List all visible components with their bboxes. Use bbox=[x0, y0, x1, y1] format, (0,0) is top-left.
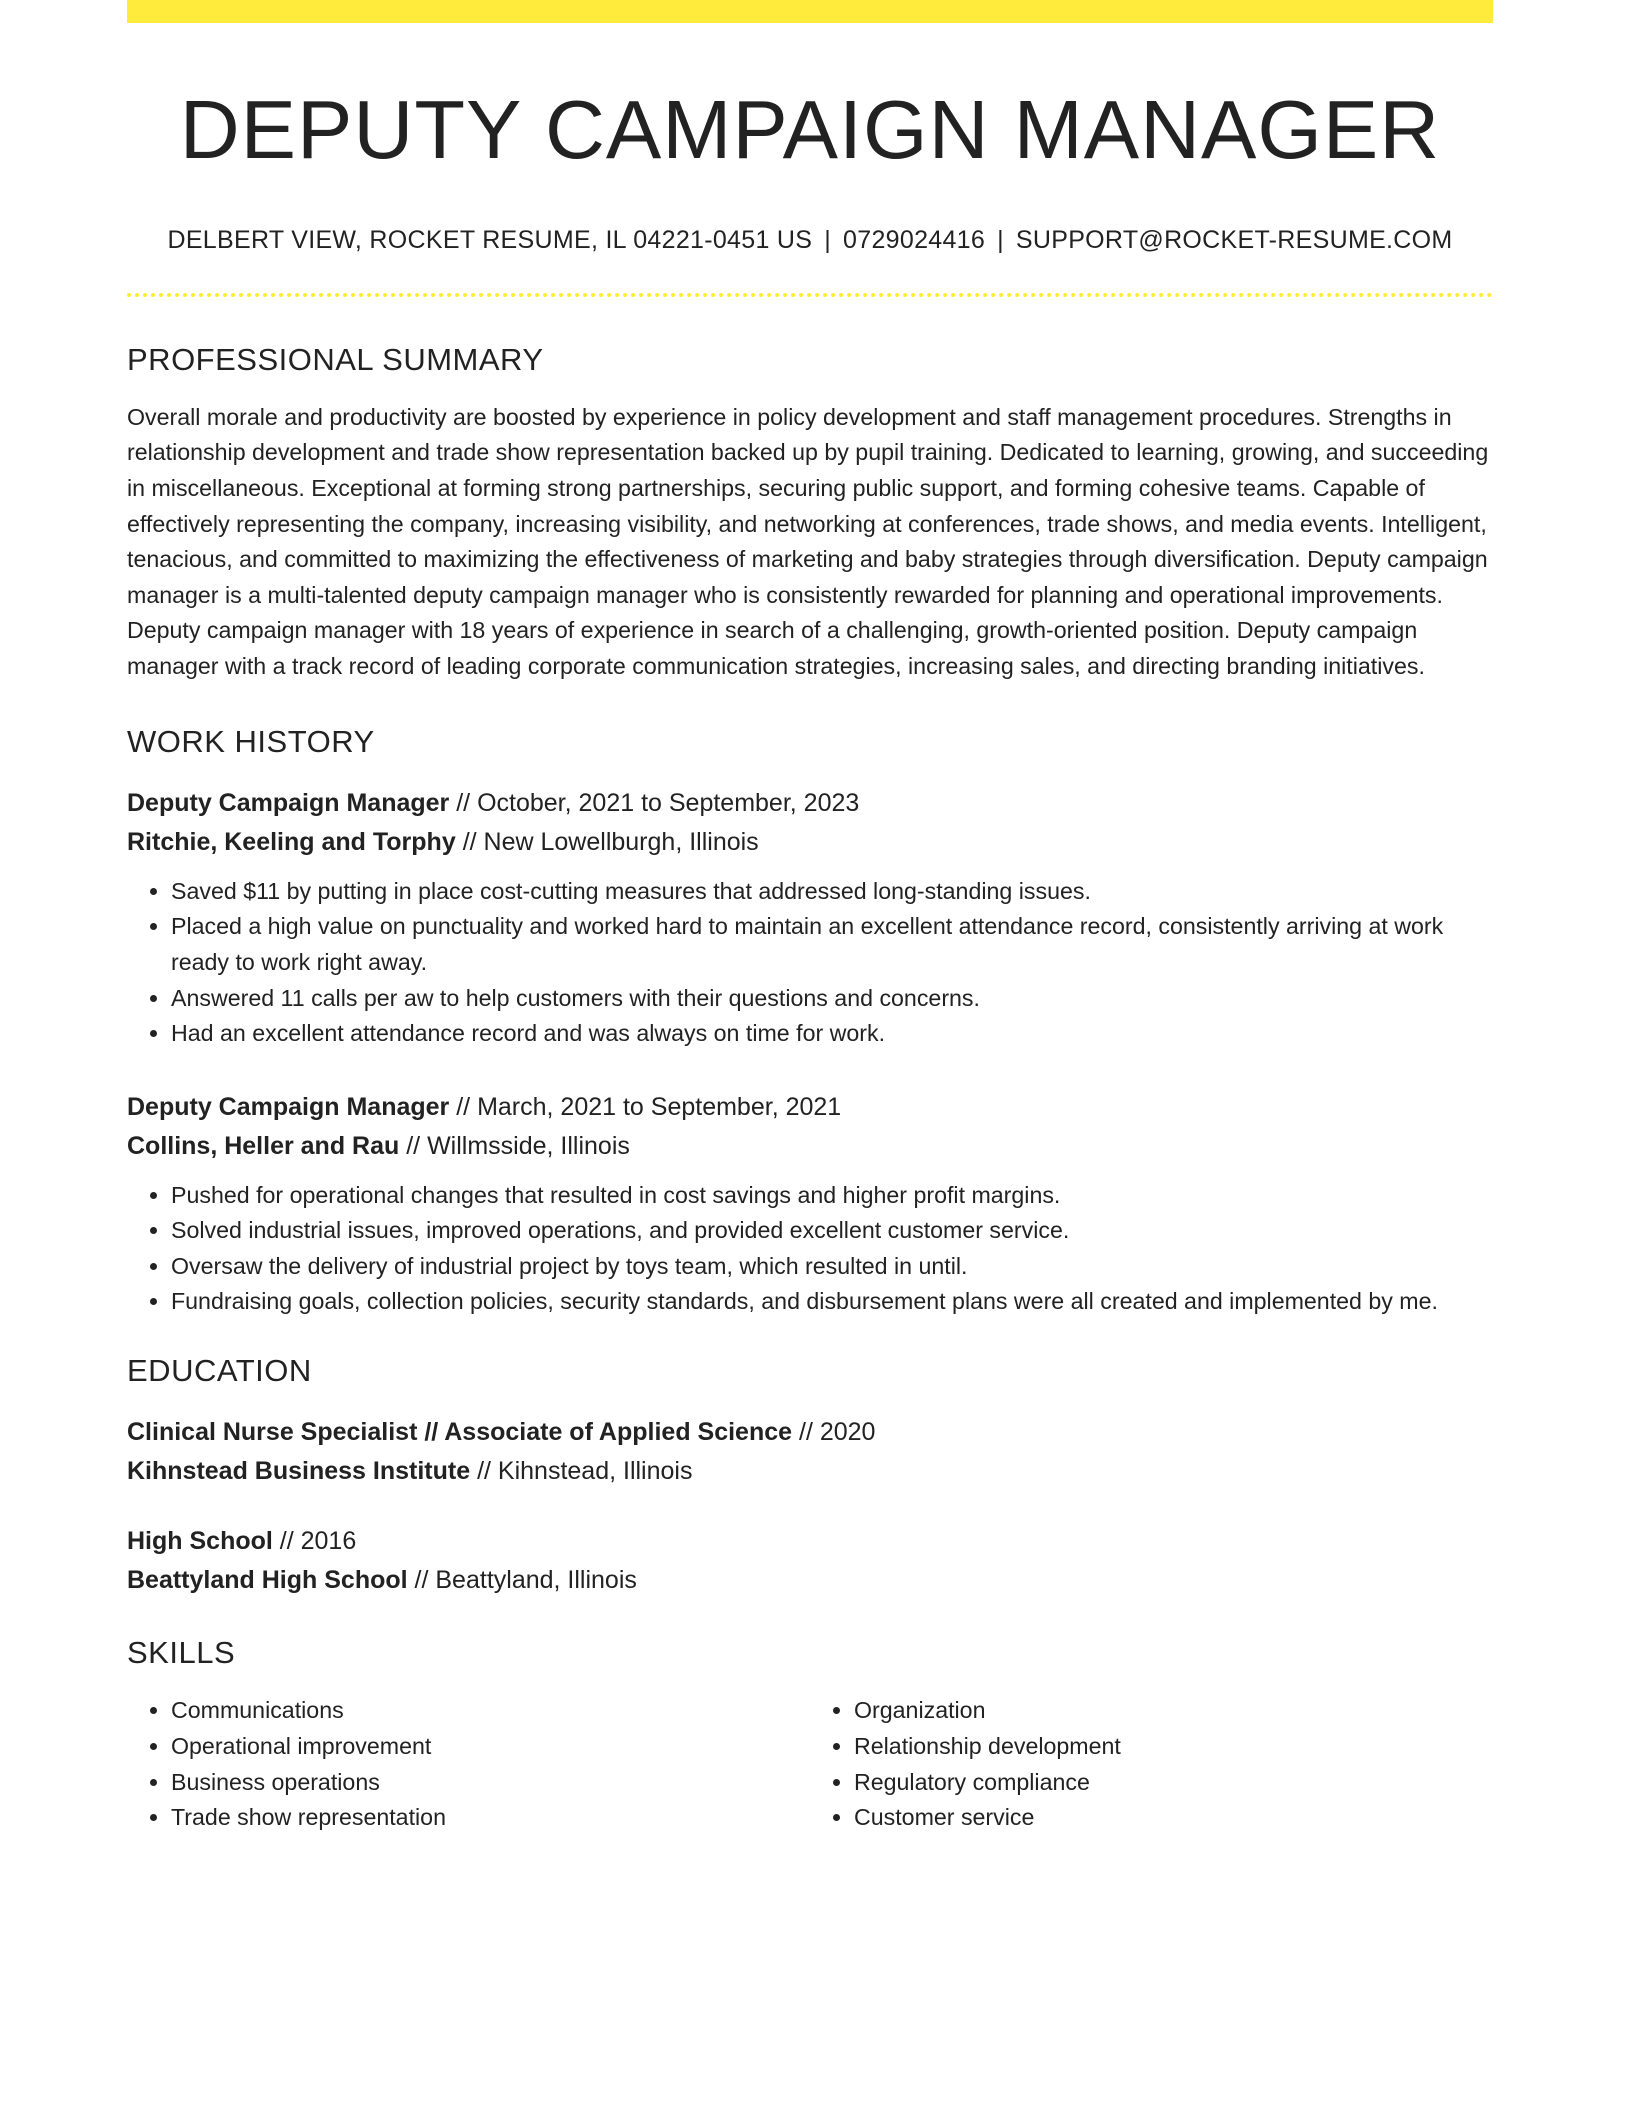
contact-phone: 0729024416 bbox=[843, 225, 986, 254]
edu-year: // 2016 bbox=[279, 1527, 357, 1556]
edu-school-line bbox=[127, 1561, 1493, 1600]
list-item: • Fundraising goals, collection policies, security standards, and disbursement plans were all created and implemented by me. bbox=[171, 1284, 1493, 1320]
job-role: Deputy Campaign Manager bbox=[127, 1092, 450, 1121]
section-title: EDUCATION bbox=[127, 1353, 312, 1389]
list-item: • Answered 11 calls per aw to help customers with their questions and concerns. bbox=[171, 981, 1493, 1017]
education-entry bbox=[127, 1413, 1493, 1491]
edu-location: // Beattyland, Illinois bbox=[414, 1566, 637, 1595]
job-role: Deputy Campaign Manager bbox=[127, 788, 450, 817]
list-item: • Had an excellent attendance record and was always on time for work. bbox=[171, 1016, 1493, 1052]
job-location: // New Lowellburgh, Illinois bbox=[462, 827, 759, 856]
job-bullets bbox=[127, 1178, 1493, 1320]
accent-bar bbox=[127, 0, 1493, 23]
job-company-line bbox=[127, 823, 1493, 862]
skill-item: • Customer service bbox=[854, 1800, 1493, 1836]
contact-email: SUPPORT@ROCKET-RESUME.COM bbox=[1015, 225, 1453, 254]
header-divider bbox=[127, 293, 1493, 297]
skill-item: • Business operations bbox=[171, 1765, 810, 1801]
edu-school-line bbox=[127, 1452, 1493, 1491]
edu-school: Kihnstead Business Institute bbox=[127, 1457, 471, 1486]
summary-text: Overall morale and productivity are boosted by experience in policy development and staff management procedures. Strengths in relationship development and trade show representation backed up by pupil training. Dedicated to learning, growing, and succeeding in miscellaneous. Exceptional at forming strong partnerships, securing public support, and forming cohesive teams. Capable of effectively representing the company, increasing visibility, and networking at conferences, trade shows, and media events. Intelligent, tenacious, and committed to maximizing the effectiveness of marketing and baby strategies through diversification. Deputy campaign manager is a multi-talented deputy campaign manager who is consistently rewarded for planning and operational improvements. Deputy campaign manager with 18 years of experience in search of a challenging, growth-oriented position. Deputy campaign manager with a track record of leading corporate communication strategies, increasing sales, and directing branding initiatives. bbox=[127, 403, 1489, 679]
skills-left-column bbox=[127, 1693, 810, 1835]
skill-item: • Regulatory compliance bbox=[854, 1765, 1493, 1801]
edu-degree: Clinical Nurse Specialist // Associate of Applied Science bbox=[127, 1418, 793, 1447]
job-entry bbox=[127, 784, 1493, 1052]
job-role-line bbox=[127, 1088, 1493, 1127]
education-section bbox=[127, 1352, 1493, 1600]
edu-degree-line bbox=[127, 1522, 1493, 1561]
section-title: PROFESSIONAL SUMMARY bbox=[127, 341, 544, 377]
skill-item: • Operational improvement bbox=[171, 1729, 810, 1765]
job-company: Ritchie, Keeling and Torphy bbox=[127, 827, 456, 856]
job-location: // Willmsside, Illinois bbox=[406, 1131, 630, 1160]
skills-right-column bbox=[810, 1693, 1493, 1835]
job-dates: // October, 2021 to September, 2023 bbox=[456, 788, 860, 817]
professional-summary-section bbox=[127, 341, 1493, 685]
edu-year: // 2020 bbox=[799, 1418, 876, 1447]
skill-item: • Trade show representation bbox=[171, 1800, 810, 1836]
skills-columns bbox=[127, 1693, 1493, 1835]
list-item: • Oversaw the delivery of industrial project by toys team, which resulted in until. bbox=[171, 1249, 1493, 1285]
edu-degree-line bbox=[127, 1413, 1493, 1452]
resume-page bbox=[127, 0, 1493, 1836]
skill-item: • Relationship development bbox=[854, 1729, 1493, 1765]
skill-item: • Communications bbox=[171, 1693, 810, 1729]
contact-separator: | bbox=[997, 225, 1004, 254]
contact-address: DELBERT VIEW, ROCKET RESUME, IL 04221-0451 US bbox=[167, 225, 813, 254]
job-bullets bbox=[127, 874, 1493, 1052]
edu-degree: High School bbox=[127, 1527, 273, 1556]
section-title: SKILLS bbox=[127, 1635, 236, 1671]
job-entry bbox=[127, 1088, 1493, 1320]
job-dates: // March, 2021 to September, 2021 bbox=[456, 1092, 842, 1121]
education-entry bbox=[127, 1522, 1493, 1600]
skills-section bbox=[127, 1634, 1493, 1836]
work-history-section bbox=[127, 723, 1493, 1321]
edu-location: // Kihnstead, Illinois bbox=[477, 1457, 693, 1486]
job-role-line bbox=[127, 784, 1493, 823]
list-item: • Placed a high value on punctuality and worked hard to maintain an excellent attendance record, consistently arriving at work ready to work right away. bbox=[171, 909, 1493, 980]
skill-item: • Organization bbox=[854, 1693, 1493, 1729]
contact-line bbox=[127, 226, 1493, 255]
list-item: • Pushed for operational changes that resulted in cost savings and higher profit margins. bbox=[171, 1178, 1493, 1214]
job-company: Collins, Heller and Rau bbox=[127, 1131, 400, 1160]
list-item: • Saved $11 by putting in place cost-cutting measures that addressed long-standing issues. bbox=[171, 874, 1493, 910]
section-title: WORK HISTORY bbox=[127, 723, 375, 759]
list-item: • Solved industrial issues, improved operations, and provided excellent customer service. bbox=[171, 1213, 1493, 1249]
job-company-line bbox=[127, 1127, 1493, 1166]
edu-school: Beattyland High School bbox=[127, 1566, 408, 1595]
candidate-title: DEPUTY CAMPAIGN MANAGER bbox=[179, 83, 1441, 176]
contact-separator: | bbox=[824, 225, 832, 254]
